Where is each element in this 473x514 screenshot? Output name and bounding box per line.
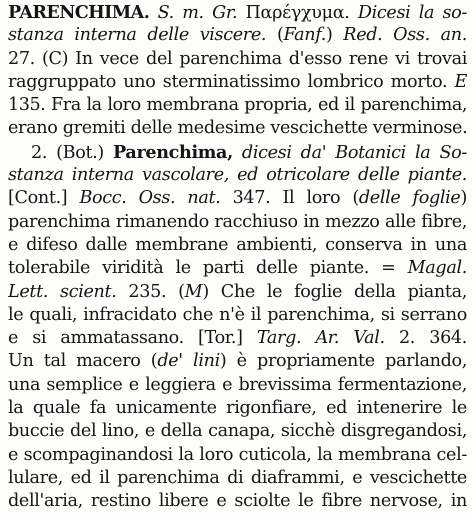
- italic-run: S. m. Gr.: [157, 3, 238, 23]
- text-line: [8, 374, 467, 397]
- text-line: [8, 117, 467, 140]
- text-line: [8, 211, 467, 234]
- text-run: parenchima rimanendo racchiuso in mezzo alle fibre,: [8, 211, 467, 232]
- text-run: [Cont.]: [8, 188, 80, 209]
- text-line: [8, 420, 467, 443]
- text-line: [8, 141, 467, 164]
- text-run: [233, 143, 242, 163]
- italic-run: Lett. scient.: [8, 281, 117, 302]
- text-run: e si ammatassano. [Tor.]: [8, 328, 257, 349]
- text-run: lulare, ed il parenchima di diaframmi, e vescichette: [8, 467, 467, 488]
- text-run: 2. (Bot.): [31, 142, 113, 163]
- italic-run: dicesi da' Botanici la So-: [241, 142, 467, 163]
- italic-run: delle foglie: [358, 188, 461, 209]
- italic-run: Bocc. Oss. nat.: [79, 188, 221, 209]
- text-run: Un tal macero (: [8, 351, 158, 372]
- text-line: [8, 281, 467, 304]
- text-run: erano gremiti delle medesime vescichette verminose.: [8, 118, 467, 139]
- text-run: 2. 364.: [384, 328, 467, 349]
- text-run: raggruppato uno sterminatissimo lombrico morto.: [8, 71, 455, 92]
- text-line: [8, 234, 467, 257]
- text-run: ): [326, 25, 344, 46]
- text-line: [8, 467, 467, 490]
- text-run: ): [460, 188, 467, 209]
- italic-run: stanza interna vascolare, ed otricolare delle piante.: [8, 165, 467, 186]
- text-run: ) è propriamente parlando,: [219, 351, 467, 372]
- italic-run: Red. Oss. an.: [343, 25, 467, 46]
- italic-run: Fanf.: [283, 25, 327, 46]
- text-run: tolerabile viridità le parti delle piante. =: [8, 258, 408, 279]
- text-run: 27. (C) In vece del parenchima d'esso rene vi trovai: [8, 48, 467, 69]
- headword: PARENCHIMA.: [8, 2, 150, 23]
- text-run: e scompaginandosi la loro cuticola, la membrana cel-: [8, 444, 467, 465]
- italic-run: Dicesi la so-: [357, 3, 467, 23]
- text-line: [8, 71, 467, 94]
- text-line: [8, 1, 467, 24]
- text-run: (: [266, 25, 284, 46]
- text-run: ) Che le foglie della pianta,: [202, 281, 467, 302]
- text-run: la quale fa unicamente rigonfiare, ed intenerire le: [8, 398, 467, 419]
- text-run: una semplice e leggiera e brevissima fermentazione,: [8, 374, 467, 395]
- text-line: [8, 187, 467, 210]
- text-run: Παρέγχυμα.: [237, 3, 358, 23]
- italic-run: stanza interna delle viscere.: [8, 25, 267, 46]
- text-run: dell'aria, restino libere e sciolte le fibre nervose, in: [8, 491, 467, 512]
- italic-run: Targ. Ar. Val.: [256, 328, 385, 349]
- dictionary-entry-parenchima: [8, 1, 467, 514]
- text-run: 347. Il loro (: [220, 188, 359, 209]
- text-line: [8, 94, 467, 117]
- text-run: e difeso dalle membrane ambienti, conserva in una: [8, 234, 467, 255]
- text-line: [8, 257, 467, 280]
- italic-run: de' lini: [157, 351, 220, 372]
- text-line: [8, 490, 467, 513]
- sense-headword: Parenchima,: [112, 141, 233, 163]
- text-line: [8, 304, 467, 327]
- text-run: buccie del lino, e della canapa, sicchè disgregandosi,: [8, 421, 467, 442]
- text-run: [149, 3, 157, 23]
- italic-run: M: [184, 281, 203, 302]
- text-line: [8, 327, 467, 350]
- text-line: [8, 350, 467, 373]
- text-run: le quali, infracidato che n'è il parenchima, si serrano: [8, 304, 467, 325]
- text-line: [8, 397, 467, 420]
- italic-run: Magal.: [407, 258, 467, 279]
- text-run: 135. Fra la loro membrana propria, ed il parenchima,: [8, 95, 467, 116]
- italic-run: E: [454, 71, 467, 92]
- text-line: [8, 48, 467, 71]
- text-line: [8, 444, 467, 467]
- text-line: [8, 164, 467, 187]
- text-line: [8, 24, 467, 47]
- text-run: 235. (: [116, 281, 185, 302]
